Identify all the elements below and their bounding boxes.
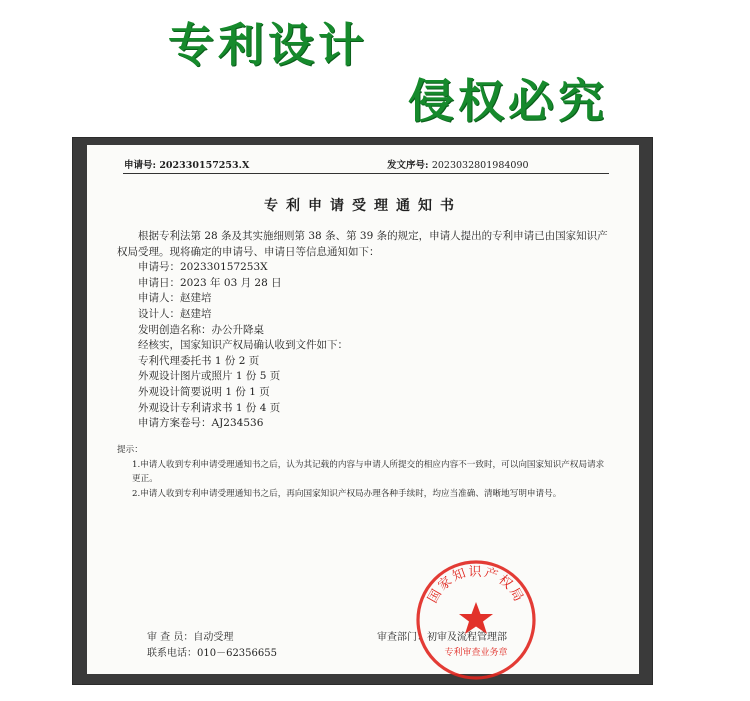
note-item: 1.申请人收到专利申请受理通知书之后，认为其记载的内容与申请人所提交的相应内容不一致时，可以向国家知识产权局请求更正。 <box>132 459 605 484</box>
field-applicant: 申请人：赵建培 <box>138 292 212 305</box>
seal-text-top-path: 国家知识产权局 <box>425 564 527 606</box>
field-application-date: 申请日：2023 年 03 月 28 日 <box>138 276 282 289</box>
issue-number-label: 发文序号: <box>387 160 432 171</box>
notes-title: 提示： <box>117 445 143 455</box>
patent-notice-document <box>87 145 639 674</box>
document-body <box>117 229 609 432</box>
field-case-number: 申请方案卷号：AJ234536 <box>138 417 264 430</box>
application-number-header: 申请号: 202330157253.X <box>124 160 250 171</box>
field-file-design-images: 外观设计图片或照片 1 份 5 页 <box>138 370 281 383</box>
issue-number-header <box>387 157 529 171</box>
department-line: 审查部门：初审及流程管理部 <box>377 632 507 643</box>
notes-section <box>117 443 609 501</box>
intro-paragraph: 根据专利法第 28 条及其实施细则第 38 条、第 39 条的规定，申请人提出的专利申请已由国家知识产权局受理。现将确定的申请号、申请日等信息通知如下： <box>117 230 608 258</box>
field-designer: 设计人：赵建培 <box>138 307 212 320</box>
examiner-block <box>147 630 277 662</box>
star-icon <box>459 602 493 634</box>
phone-line: 联系电话：010－62356655 <box>147 648 277 659</box>
field-invention-title: 发明创造名称：办公升降桌 <box>138 323 264 336</box>
field-application-number: 申请号：202330157253X <box>138 261 268 274</box>
official-seal <box>414 558 538 682</box>
header-rule <box>123 173 609 174</box>
headline-patent-design: 专利设计 <box>168 18 368 72</box>
field-received-statement: 经核实，国家知识产权局确认收到文件如下： <box>138 339 348 352</box>
document-scan-frame <box>72 137 653 685</box>
headline-infringement-warning: 侵权必究 <box>408 74 608 128</box>
document-title: 专利申请受理通知书 <box>264 198 462 214</box>
seal-text-top <box>425 565 526 606</box>
seal-text-bottom: 专利审查业务章 <box>444 648 508 658</box>
note-item: 2.申请人收到专利申请受理通知书之后，再向国家知识产权局办理各种手续时，均应当准确、清晰地写明申请号。 <box>132 488 562 499</box>
field-file-request-form: 外观设计专利请求书 1 份 4 页 <box>138 401 281 414</box>
examiner-line: 审 查 员：自动受理 <box>147 632 234 643</box>
field-file-brief-description: 外观设计简要说明 1 份 1 页 <box>138 385 270 398</box>
issue-number-value: 2023032801984090 <box>431 160 529 171</box>
field-file-power-of-attorney: 专利代理委托书 1 份 2 页 <box>138 354 260 367</box>
